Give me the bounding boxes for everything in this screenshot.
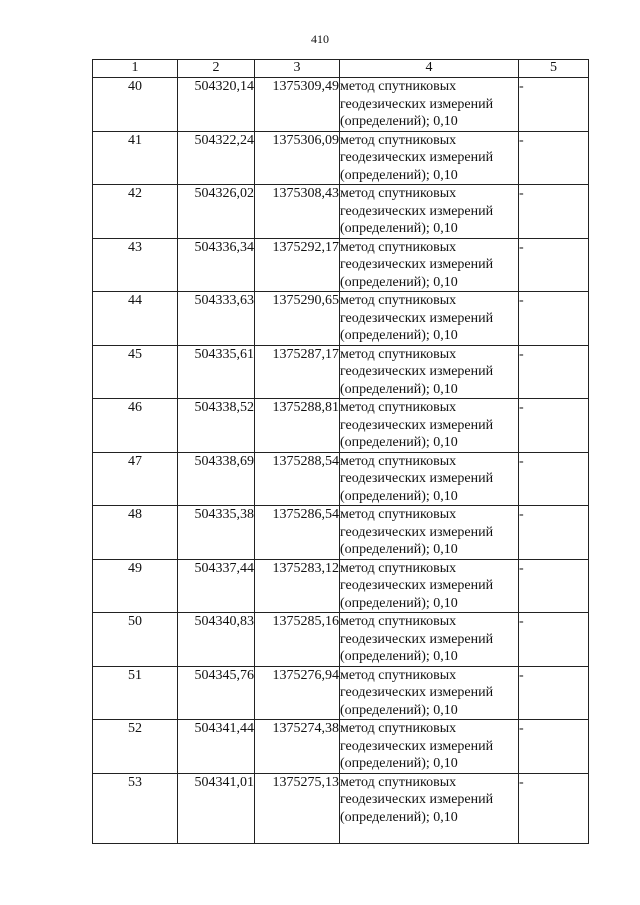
- method-line-3: (определений); 0,10: [340, 274, 458, 290]
- coordinate-x: 504338,69: [178, 452, 255, 506]
- method-line-3: (определений); 0,10: [340, 756, 458, 771]
- note-cell: -: [519, 131, 589, 185]
- coordinate-y: 1375288,81: [255, 399, 340, 453]
- method-line-3: (определений); 0,10: [340, 114, 458, 129]
- coordinate-x: 504345,76: [178, 666, 255, 720]
- method-line-1: метод спутниковых: [340, 507, 457, 522]
- coordinate-y: 1375290,65: [255, 292, 340, 346]
- coordinate-x: 504341,44: [178, 720, 255, 774]
- table-row: [93, 452, 589, 506]
- method-line-2: геодезических измерений: [340, 738, 494, 754]
- coordinate-y: 1375275,13: [255, 773, 340, 843]
- method-line-1: метод спутниковых: [340, 239, 457, 255]
- point-number: 41: [93, 131, 178, 185]
- method-line-2: геодезических измерений: [340, 257, 494, 272]
- note-cell: -: [519, 613, 589, 667]
- coordinate-y: 1375292,17: [255, 238, 340, 292]
- method-line-3: (определений); 0,10: [340, 649, 458, 664]
- point-number: 53: [93, 773, 178, 843]
- method-line-2: геодезических измерений: [340, 578, 494, 593]
- table-row: [93, 720, 589, 774]
- coordinate-x: 504336,34: [178, 238, 255, 292]
- coordinate-y: 1375285,16: [255, 613, 340, 667]
- method-cell: [340, 613, 519, 667]
- method-line-1: метод спутниковых: [340, 560, 457, 576]
- point-number: 40: [93, 78, 178, 132]
- table-row: [93, 666, 589, 720]
- method-line-2: геодезических измерений: [340, 685, 494, 700]
- coordinate-y: 1375287,17: [255, 345, 340, 399]
- note-cell: -: [519, 506, 589, 560]
- method-line-1: метод спутниковых: [340, 132, 457, 148]
- table-row: [93, 345, 589, 399]
- method-cell: [340, 559, 519, 613]
- coordinate-x: 504322,24: [178, 131, 255, 185]
- point-number: 44: [93, 292, 178, 346]
- column-header-3: 3: [255, 60, 340, 78]
- coordinate-x: 504335,38: [178, 506, 255, 560]
- table-row: [93, 613, 589, 667]
- method-line-2: геодезических измерений: [340, 150, 494, 165]
- point-number: 49: [93, 559, 178, 613]
- coordinate-y: 1375288,54: [255, 452, 340, 506]
- point-number: 43: [93, 238, 178, 292]
- method-line-3: (определений); 0,10: [340, 595, 458, 611]
- method-cell: [340, 292, 519, 346]
- coordinate-y: 1375309,49: [255, 78, 340, 132]
- method-line-2: геодезических измерений: [340, 524, 494, 540]
- coordinate-y: 1375306,09: [255, 131, 340, 185]
- note-cell: -: [519, 292, 589, 346]
- coordinates-table: [92, 59, 589, 844]
- method-line-3: (определений); 0,10: [340, 488, 458, 504]
- coordinate-x: 504341,01: [178, 773, 255, 843]
- table-row: [93, 506, 589, 560]
- method-line-1: метод спутниковых: [340, 721, 457, 736]
- coordinate-x: 504320,14: [178, 78, 255, 132]
- coordinate-x: 504340,83: [178, 613, 255, 667]
- coordinate-x: 504335,61: [178, 345, 255, 399]
- coordinate-y: 1375276,94: [255, 666, 340, 720]
- point-number: 47: [93, 452, 178, 506]
- method-line-3: (определений); 0,10: [340, 702, 458, 718]
- column-header-5: 5: [519, 60, 589, 78]
- method-line-2: геодезических измерений: [340, 96, 494, 112]
- method-line-1: метод спутниковых: [340, 79, 457, 94]
- method-cell: [340, 238, 519, 292]
- table-row: [93, 399, 589, 453]
- note-cell: -: [519, 345, 589, 399]
- method-cell: [340, 399, 519, 453]
- coordinate-y: 1375283,12: [255, 559, 340, 613]
- table-row: [93, 78, 589, 132]
- method-cell: [340, 131, 519, 185]
- method-cell: [340, 666, 519, 720]
- note-cell: -: [519, 666, 589, 720]
- note-cell: -: [519, 773, 589, 843]
- table-row: [93, 773, 589, 843]
- method-line-1: метод спутниковых: [340, 346, 457, 362]
- note-cell: -: [519, 238, 589, 292]
- method-line-3: (определений); 0,10: [340, 381, 458, 397]
- method-cell: [340, 720, 519, 774]
- column-header-2: 2: [178, 60, 255, 78]
- coordinate-x: 504333,63: [178, 292, 255, 346]
- note-cell: -: [519, 559, 589, 613]
- method-line-1: метод спутниковых: [340, 400, 457, 415]
- method-cell: [340, 506, 519, 560]
- method-line-3: (определений); 0,10: [340, 221, 458, 236]
- method-line-1: метод спутниковых: [340, 186, 457, 201]
- point-number: 51: [93, 666, 178, 720]
- method-line-2: геодезических измерений: [340, 417, 494, 433]
- method-line-1: метод спутниковых: [340, 774, 457, 790]
- coordinate-x: 504338,52: [178, 399, 255, 453]
- method-line-2: геодезических измерений: [340, 310, 494, 326]
- note-cell: -: [519, 78, 589, 132]
- method-line-3: (определений); 0,10: [340, 542, 458, 557]
- column-header-4: 4: [340, 60, 519, 78]
- method-line-3: (определений); 0,10: [340, 167, 458, 183]
- method-line-2: геодезических измерений: [340, 471, 494, 486]
- table-row: [93, 292, 589, 346]
- method-line-1: метод спутниковых: [340, 667, 457, 683]
- method-line-1: метод спутниковых: [340, 614, 457, 629]
- point-number: 45: [93, 345, 178, 399]
- method-line-1: метод спутниковых: [340, 293, 457, 308]
- point-number: 52: [93, 720, 178, 774]
- method-line-1: метод спутниковых: [340, 453, 457, 469]
- point-number: 50: [93, 613, 178, 667]
- table-row: [93, 185, 589, 239]
- method-line-2: геодезических измерений: [340, 631, 494, 647]
- method-cell: [340, 452, 519, 506]
- coordinate-y: 1375308,43: [255, 185, 340, 239]
- coordinate-y: 1375286,54: [255, 506, 340, 560]
- table-row: [93, 238, 589, 292]
- method-line-2: геодезических измерений: [340, 203, 494, 219]
- note-cell: -: [519, 185, 589, 239]
- coordinate-x: 504326,02: [178, 185, 255, 239]
- method-cell: [340, 773, 519, 843]
- method-line-2: геодезических измерений: [340, 792, 494, 807]
- coordinate-x: 504337,44: [178, 559, 255, 613]
- method-line-2: геодезических измерений: [340, 364, 494, 379]
- table-row: [93, 559, 589, 613]
- method-line-3: (определений); 0,10: [340, 435, 458, 450]
- method-cell: [340, 345, 519, 399]
- method-cell: [340, 78, 519, 132]
- note-cell: -: [519, 399, 589, 453]
- method-line-3: (определений); 0,10: [340, 809, 458, 825]
- page-number: 410: [311, 32, 329, 46]
- point-number: 48: [93, 506, 178, 560]
- note-cell: -: [519, 452, 589, 506]
- point-number: 46: [93, 399, 178, 453]
- point-number: 42: [93, 185, 178, 239]
- method-line-3: (определений); 0,10: [340, 328, 458, 343]
- coordinate-y: 1375274,38: [255, 720, 340, 774]
- table-header-row: [93, 60, 589, 78]
- method-cell: [340, 185, 519, 239]
- table-row: [93, 131, 589, 185]
- column-header-1: 1: [93, 60, 178, 78]
- note-cell: -: [519, 720, 589, 774]
